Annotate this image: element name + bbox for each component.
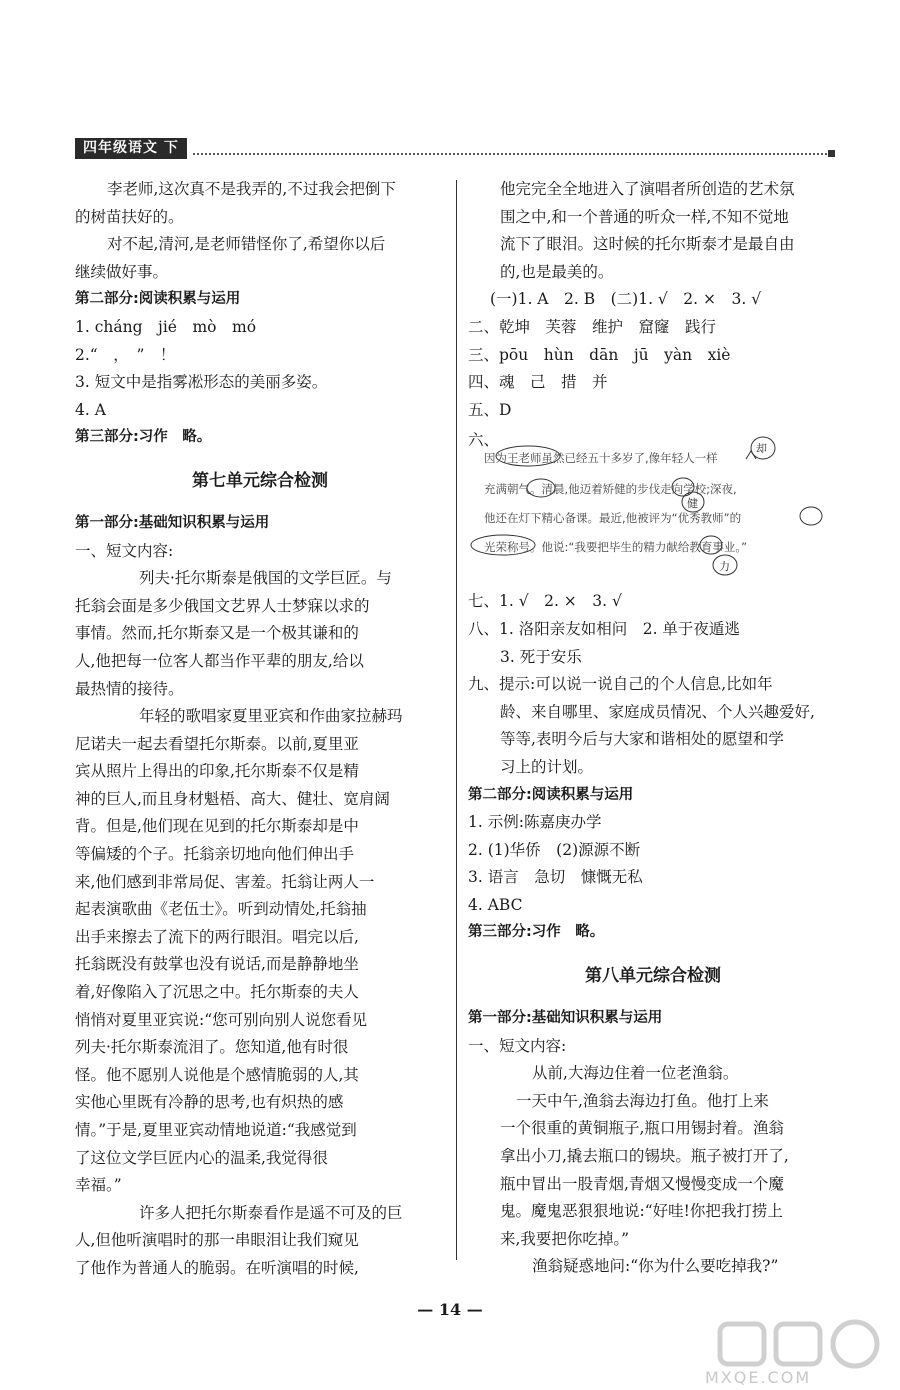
correction-mark: 却 bbox=[756, 442, 767, 456]
correction-mark: 健 bbox=[687, 497, 698, 511]
header-square-icon bbox=[828, 150, 835, 157]
passage-line: 起表演歌曲《老伍士》。听到动情处,托翁抽 bbox=[75, 900, 367, 919]
passage-line: 了他作为普通人的脆弱。在听演唱的时候, bbox=[75, 1258, 359, 1277]
answer-line: 4. A bbox=[75, 400, 106, 419]
passage-line: 一天中午,渔翁去海边打鱼。他打上来 bbox=[516, 1091, 769, 1110]
page-header bbox=[75, 138, 835, 160]
answer-line: (一)1. A 2. B (二)1. √ 2. × 3. √ bbox=[490, 290, 762, 309]
question-label: 一、短文内容: bbox=[75, 541, 174, 560]
passage-line: 最热情的接待。 bbox=[75, 679, 184, 698]
passage-line: 流下了眼泪。这时候的托尔斯泰才是最自由 bbox=[500, 235, 795, 254]
passage-line: 悄悄对夏里亚宾说:“您可别向别人说您看见 bbox=[75, 1010, 368, 1029]
passage-line: 背。但是,他们现在见到的托尔斯泰却是中 bbox=[75, 817, 359, 836]
passage-line: 怪。他不愿别人说他是个感情脆弱的人,其 bbox=[75, 1065, 359, 1084]
passage-line: 托翁会面是多少俄国文艺界人士梦寐以求的 bbox=[75, 596, 370, 615]
passage-line: 尼诺夫一起去看望托尔斯泰。以前,夏里亚 bbox=[75, 734, 359, 753]
passage-line: 他完完全全地进入了演唱者所创造的艺术氛 bbox=[500, 180, 795, 198]
passage-line: 出手来擦去了流下的两行眼泪。唱完以后, bbox=[75, 927, 359, 946]
column-divider bbox=[456, 180, 457, 1260]
section-heading: 第一部分:基础知识积累与运用 bbox=[75, 514, 270, 531]
answer-line: 三、pōu hùn dān jū yàn xiè bbox=[468, 345, 731, 364]
passage-line: 事情。然而,托尔斯泰又是一个极其谦和的 bbox=[75, 624, 359, 643]
answer-line: 四、魂 己 措 并 bbox=[468, 373, 608, 392]
section-heading: 第二部分:阅读积累与运用 bbox=[468, 786, 634, 803]
answer-line: 3. 死于安乐 bbox=[500, 647, 582, 666]
section-heading: 第三部分:习作 略。 bbox=[75, 429, 212, 446]
essay-line: 光荣称号。他说:“我要把毕生的精力献给教育事业。” bbox=[484, 540, 748, 555]
answer-line: 3. 短文中是指雾凇形态的美丽多姿。 bbox=[75, 373, 328, 392]
answer-line: 九、提示:可以说一说自己的个人信息,比如年 bbox=[468, 675, 773, 694]
passage-line: 人,他把每一位客人都当作平辈的朋友,给以 bbox=[75, 651, 364, 670]
essay-line: 他还在灯下精心备课。最近,他被评为“优秀教师”的 bbox=[484, 511, 742, 526]
text-line: 李老师,这次真不是我弄的,不过我会把倒下 bbox=[107, 180, 396, 198]
passage-line: 实他心里既有冷静的思考,也有炽热的感 bbox=[75, 1093, 344, 1112]
unit-title: 第八单元综合检测 bbox=[585, 966, 721, 987]
passage-line: 情。”于是,夏里亚宾动情地说道:“我感觉到 bbox=[75, 1121, 357, 1139]
passage-line: 瓶中冒出一股青烟,青烟又慢慢变成一个魔 bbox=[500, 1174, 784, 1193]
passage-line: 拿出小刀,撬去瓶口的锡块。瓶子被打开了, bbox=[500, 1147, 789, 1166]
passage-line: 来,我要把你吃掉。” bbox=[500, 1229, 630, 1248]
passage-line: 神的巨人,而且身材魁梧、高大、健壮、宽肩阔 bbox=[75, 789, 390, 808]
text-line: 继续做好事。 bbox=[75, 262, 169, 281]
passage-line: 鬼。魔鬼恶狠狠地说:“好哇!你把我打捞上 bbox=[500, 1202, 783, 1221]
answer-line: 七、1. √ 2. × 3. √ bbox=[468, 592, 622, 611]
passage-line: 幸福。” bbox=[75, 1176, 122, 1195]
passage-line: 年轻的歌唱家夏里亚宾和作曲家拉赫玛 bbox=[139, 707, 403, 726]
header-dotted-rule bbox=[193, 153, 827, 155]
answer-line: 1. 示例:陈嘉庚办学 bbox=[468, 813, 602, 832]
passage-line: 来,他们感到非常局促、害羞。托翁让两人一 bbox=[75, 872, 375, 891]
watermark-text: MXQE.COM bbox=[705, 1368, 812, 1387]
essay-line: 充满朝气。清晨,他迈着矫健的步伐走向学校;深夜, bbox=[484, 482, 737, 497]
unit-title: 第七单元综合检测 bbox=[192, 470, 328, 491]
answer-line: 1. cháng jié mò mó bbox=[75, 317, 257, 336]
answer-line: 龄、来自哪里、家庭成员情况、个人兴趣爱好, bbox=[500, 702, 815, 721]
text-line: 对不起,清河,是老师错怪你了,希望你以后 bbox=[107, 235, 386, 254]
answer-line: 4. ABC bbox=[468, 895, 523, 914]
passage-line: 人,但他听演唱时的那一串眼泪让我们窥见 bbox=[75, 1231, 359, 1250]
passage-line: 列夫·托尔斯泰是俄国的文学巨匠。与 bbox=[139, 569, 392, 588]
passage-line: 一个很重的黄铜瓶子,瓶口用锡封着。渔翁 bbox=[500, 1119, 784, 1138]
section-heading: 第一部分:基础知识积累与运用 bbox=[468, 1010, 663, 1027]
right-column bbox=[468, 176, 838, 1281]
passage-line: 着,好像陷入了沉思之中。托尔斯泰的夫人 bbox=[75, 983, 359, 1002]
question-label: 一、短文内容: bbox=[468, 1036, 567, 1055]
essay-line: 因为王老师虽然已经五十多岁了,像年轻人一样 bbox=[484, 451, 718, 466]
passage-line: 从前,大海边住着一位老渔翁。 bbox=[532, 1064, 739, 1083]
correction-mark: 力 bbox=[719, 560, 730, 574]
section-heading: 第三部分:习作 略。 bbox=[468, 924, 605, 941]
passage-line: 许多人把托尔斯泰看作是遥不可及的巨 bbox=[139, 1203, 403, 1222]
answer-line: 二、乾坤 芙蓉 维护 窟窿 践行 bbox=[468, 317, 717, 336]
answer-line: 等等,表明今后与大家和谐相处的愿望和学 bbox=[500, 730, 784, 749]
passage-line: 托翁既没有鼓掌也没有说话,而是静静地坐 bbox=[75, 955, 359, 974]
answer-line: 习上的计划。 bbox=[500, 757, 594, 776]
section-heading: 第二部分:阅读积累与运用 bbox=[75, 291, 241, 308]
answer-line: 2.“ ， ” ！ bbox=[75, 345, 176, 364]
answer-line: 五、D bbox=[468, 400, 512, 419]
correction-figure bbox=[468, 428, 838, 578]
answer-line: 3. 语言 急切 慷慨无私 bbox=[468, 868, 643, 887]
passage-line: 等偏矮的个子。托翁亲切地向他们伸出手 bbox=[75, 845, 355, 864]
passage-line: 列夫·托尔斯泰流泪了。您知道,他有时很 bbox=[75, 1038, 349, 1057]
question-label: 六、 bbox=[468, 431, 500, 450]
answer-line: 2. (1)华侨 (2)源源不断 bbox=[468, 840, 641, 859]
passage-line: 了这位文学巨匠内心的温柔,我觉得很 bbox=[75, 1148, 328, 1167]
page-number: — 14 — bbox=[417, 1300, 483, 1319]
passage-line: 的,也是最美的。 bbox=[500, 262, 614, 281]
passage-line: 渔翁疑惑地问:“你为什么要吃掉我?” bbox=[532, 1257, 779, 1276]
passage-line: 围之中,和一个普通的听众一样,不知不觉地 bbox=[500, 207, 789, 226]
answer-line: 八、1. 洛阳亲友如相问 2. 单于夜遁逃 bbox=[468, 619, 740, 638]
passage-line: 宾从照片上得出的印象,托尔斯泰不仅是精 bbox=[75, 762, 359, 781]
left-column bbox=[75, 176, 445, 1283]
text-line: 的树苗扶好的。 bbox=[75, 207, 184, 226]
header-label: 四年级语文 下 bbox=[75, 138, 187, 159]
